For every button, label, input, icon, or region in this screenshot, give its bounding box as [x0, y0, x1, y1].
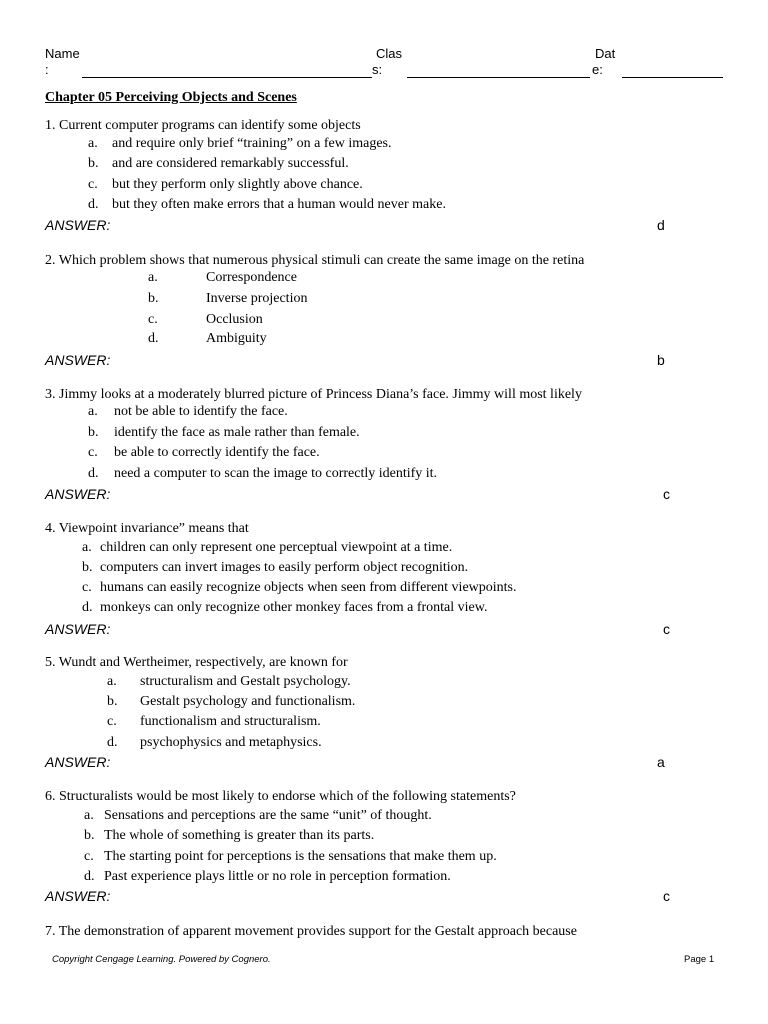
option-text: and require only brief “training” on a few images.: [112, 136, 392, 151]
option-letter: c.: [84, 849, 94, 864]
page-number: Page 1: [684, 954, 715, 965]
answer-value: c: [663, 888, 670, 904]
option-letter: b.: [88, 156, 99, 171]
class-label-colon: s:: [372, 62, 383, 77]
answer-value: c: [663, 621, 670, 637]
answer-label: ANSWER:: [45, 888, 111, 904]
option-text: structuralism and Gestalt psychology.: [140, 674, 351, 689]
option-text: but they perform only slightly above chance.: [112, 177, 363, 192]
option-text: Past experience plays little or no role in perception formation.: [104, 869, 451, 884]
class-field[interactable]: [407, 77, 590, 78]
option-text: Inverse projection: [206, 291, 308, 306]
chapter-title: Chapter 05 Perceiving Objects and Scenes: [45, 90, 297, 105]
question-stem: 6. Structuralists would be most likely to endorse which of the following statements?: [45, 789, 516, 804]
option-text: children can only represent one perceptual viewpoint at a time.: [100, 540, 453, 555]
option-text: functionalism and structuralism.: [140, 714, 321, 729]
answer-label: ANSWER:: [45, 621, 111, 637]
option-text: Correspondence: [206, 270, 297, 285]
option-letter: a.: [84, 808, 94, 823]
answer-label: ANSWER:: [45, 352, 111, 368]
option-text: psychophysics and metaphysics.: [140, 735, 322, 750]
option-letter: b.: [84, 828, 95, 843]
option-letter: b.: [107, 694, 118, 709]
option-text: Ambiguity: [206, 331, 267, 346]
date-field[interactable]: [622, 77, 723, 78]
date-label-colon: e:: [592, 62, 603, 77]
option-letter: a.: [107, 674, 117, 689]
option-text: monkeys can only recognize other monkey faces from a frontal view.: [100, 600, 488, 615]
option-letter: c.: [82, 580, 92, 595]
option-text: humans can easily recognize objects when seen from different viewpoints.: [100, 580, 517, 595]
option-text: Gestalt psychology and functionalism.: [140, 694, 356, 709]
option-letter: d.: [84, 869, 95, 884]
option-letter: b.: [82, 560, 93, 575]
option-letter: b.: [148, 291, 159, 306]
option-letter: a.: [82, 540, 92, 555]
option-text: not be able to identify the face.: [114, 404, 288, 419]
option-text: The whole of something is greater than its parts.: [104, 828, 375, 843]
option-text: and are considered remarkably successful.: [112, 156, 349, 171]
option-text: computers can invert images to easily perform object recognition.: [100, 560, 469, 575]
question-stem: 4. Viewpoint invariance” means that: [45, 521, 249, 536]
name-label-colon: :: [45, 62, 49, 77]
answer-label: ANSWER:: [45, 754, 111, 770]
option-letter: d.: [82, 600, 93, 615]
footer-copyright: Copyright Cengage Learning. Powered by Cognero.: [52, 954, 271, 965]
option-letter: b.: [88, 425, 99, 440]
option-letter: c.: [107, 714, 117, 729]
question-stem: 1. Current computer programs can identify some objects: [45, 118, 361, 133]
option-letter: d.: [148, 331, 159, 346]
answer-value: a: [657, 754, 665, 770]
option-text: but they often make errors that a human would never make.: [112, 197, 446, 212]
option-text: The starting point for perceptions is the sensations that make them up.: [104, 849, 497, 864]
option-text: need a computer to scan the image to correctly identify it.: [114, 466, 438, 481]
option-text: identify the face as male rather than female.: [114, 425, 360, 440]
question-stem: 2. Which problem shows that numerous physical stimuli can create the same image on the retina: [45, 253, 585, 268]
answer-label: ANSWER:: [45, 217, 111, 233]
option-letter: a.: [88, 136, 98, 151]
option-text: Sensations and perceptions are the same “unit” of thought.: [104, 808, 432, 823]
option-letter: c.: [88, 445, 98, 460]
option-text: be able to correctly identify the face.: [114, 445, 320, 460]
answer-value: c: [663, 486, 670, 502]
name-label: Name: [45, 46, 80, 61]
option-letter: c.: [148, 312, 158, 327]
question-stem: 7. The demonstration of apparent movement provides support for the Gestalt approach because: [45, 924, 577, 939]
option-letter: a.: [148, 270, 158, 285]
answer-value: b: [657, 352, 665, 368]
option-text: Occlusion: [206, 312, 263, 327]
class-label: Clas: [376, 46, 403, 61]
question-stem: 3. Jimmy looks at a moderately blurred picture of Princess Diana’s face. Jimmy will most likely: [45, 387, 582, 402]
option-letter: a.: [88, 404, 98, 419]
answer-label: ANSWER:: [45, 486, 111, 502]
answer-value: d: [657, 217, 665, 233]
date-label: Dat: [595, 46, 616, 61]
option-letter: d.: [88, 466, 99, 481]
name-field[interactable]: [82, 77, 372, 78]
option-letter: d.: [88, 197, 99, 212]
option-letter: c.: [88, 177, 98, 192]
option-letter: d.: [107, 735, 118, 750]
question-stem: 5. Wundt and Wertheimer, respectively, are known for: [45, 655, 348, 670]
